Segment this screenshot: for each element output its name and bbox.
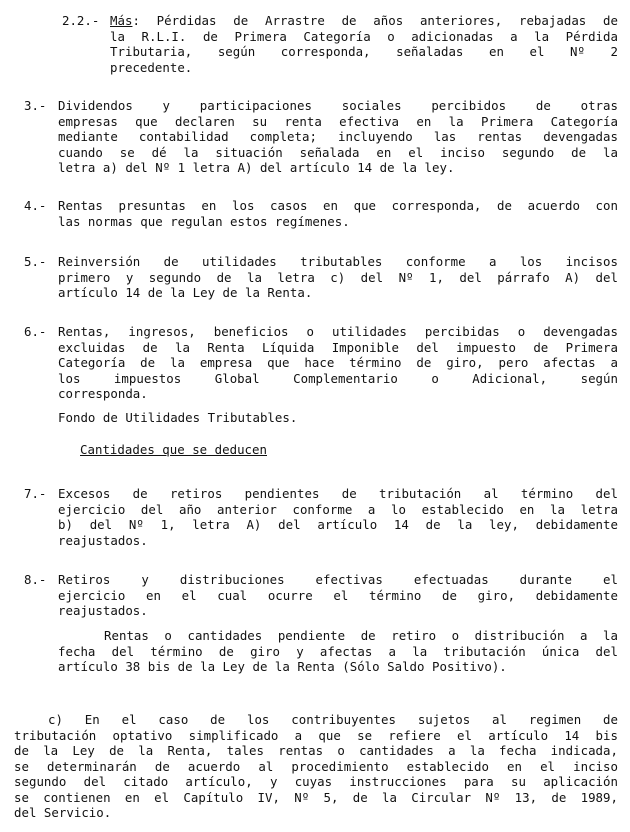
item-6-number: 6.- <box>24 324 47 339</box>
deducen-heading: Cantidades que se deducen <box>80 442 267 457</box>
item-7-number: 7.- <box>24 486 47 501</box>
item-2-2-text <box>110 13 618 75</box>
paragraph-c-text <box>14 712 618 821</box>
item-5-line-1: Reinversión de utilidades tributables conforme a los incisos <box>58 254 618 269</box>
item-3-line-4: cuando se dé la situación señalada en el inciso segundo de la <box>58 144 618 160</box>
paragraph-c-line-5: segundo del citado artículo, y cuyas instrucciones para su aplicación <box>14 774 618 789</box>
fondo-label: Fondo de Utilidades Tributables. <box>58 410 298 425</box>
paragraph-c-line-4: se determinarán de acuerdo al procedimiento establecido en el inciso <box>14 758 618 774</box>
item-6-line-2: excluidas de la Renta Líquida Imponible del impuesto de Primera <box>58 339 618 355</box>
item-6-text <box>58 324 618 402</box>
item-3-line-1: Dividendos y participaciones sociales percibidos de otras <box>58 98 618 113</box>
item-6-line-1: Rentas, ingresos, beneficios o utilidades percibidas o devengadas <box>58 324 618 339</box>
item-8-line-3: reajustados. <box>58 603 148 618</box>
item-4-text <box>58 198 618 229</box>
rentas-line-1: Rentas o cantidades pendiente de retiro o distribución a la <box>104 628 618 643</box>
item-8-number: 8.- <box>24 572 47 587</box>
item-3-line-3: mediante contabilidad completa; incluyendo las rentas devengadas <box>58 129 618 144</box>
paragraph-c-line-1: c) En el caso de los contribuyentes sujetos al regimen de <box>48 712 618 727</box>
rentas-line-3: artículo 38 bis de la Ley de la Renta (Sólo Saldo Positivo). <box>58 659 507 674</box>
item-2-2-number: 2.2.- <box>62 13 100 28</box>
item-5-number: 5.- <box>24 254 47 269</box>
item-5-text <box>58 254 618 301</box>
paragraph-c-line-6: se contienen en el Capítulo IV, Nº 5, de la Circular Nº 13, de 1989, <box>14 789 618 805</box>
item-7-line-3: b) del Nº 1, letra A) del artículo 14 de la ley, debidamente <box>58 517 618 532</box>
item-4-line-2: las normas que regulan estos regímenes. <box>58 213 350 229</box>
item-7-line-1: Excesos de retiros pendientes de tributación al término del <box>58 486 618 501</box>
item-5-line-3: artículo 14 de la Ley de la Renta. <box>58 285 313 300</box>
rentas-line-2: fecha del término de giro y afectas a la tributación única del <box>58 643 618 659</box>
item-4-number: 4.- <box>24 198 47 213</box>
item-3-number: 3.- <box>24 98 47 113</box>
item-2-2-line-3: Tributaria, según corresponda, señaladas en el Nº 2 <box>110 44 618 59</box>
item-3-text <box>58 98 618 176</box>
item-8-text <box>58 572 618 619</box>
paragraph-c-line-2: tributación optativo simplificado a que se refiere el artículo 14 bis <box>14 727 618 743</box>
paragraph-c-line-3: de la Ley de la Renta, tales rentas o cantidades a la fecha indicada, <box>14 743 618 758</box>
rentas-pendiente-text <box>58 628 618 675</box>
item-3-line-2: empresas que declaren su renta efectiva en la Primera Categoría <box>58 113 618 129</box>
item-2-2-line-1: Más: Pérdidas de Arrastre de años anteriores, rebajadas de <box>110 13 618 28</box>
mas-label: Más <box>110 13 133 28</box>
item-3-line-5: letra a) del Nº 1 letra A) del artículo 14 de la ley. <box>58 160 455 175</box>
item-2-2-line-2: la R.L.I. de Primera Categoría o adicionadas a la Pérdida <box>110 28 618 44</box>
item-2-2-line-4: precedente. <box>110 59 193 75</box>
item-7-line-2: ejercicio del año anterior conforme a lo establecido en la letra <box>58 501 618 517</box>
item-8-line-1: Retiros y distribuciones efectivas efectuadas durante el <box>58 572 618 587</box>
item-7-text <box>58 486 618 548</box>
item-6-line-4: los impuestos Global Complementario o Adicional, según <box>58 370 618 386</box>
item-6-line-3: Categoría de la empresa que hace término de giro, pero afectas a <box>58 355 618 370</box>
item-5-line-2: primero y segundo de la letra c) del Nº 1, del párrafo A) del <box>58 269 618 285</box>
item-6-line-5: corresponda. <box>58 386 148 401</box>
item-7-line-4: reajustados. <box>58 532 148 548</box>
paragraph-c-line-7: del Servicio. <box>14 805 112 820</box>
item-4-line-1: Rentas presuntas en los casos en que corresponda, de acuerdo con <box>58 198 618 213</box>
item-8-line-2: ejercicio en el cual ocurre el término de giro, debidamente <box>58 587 618 603</box>
